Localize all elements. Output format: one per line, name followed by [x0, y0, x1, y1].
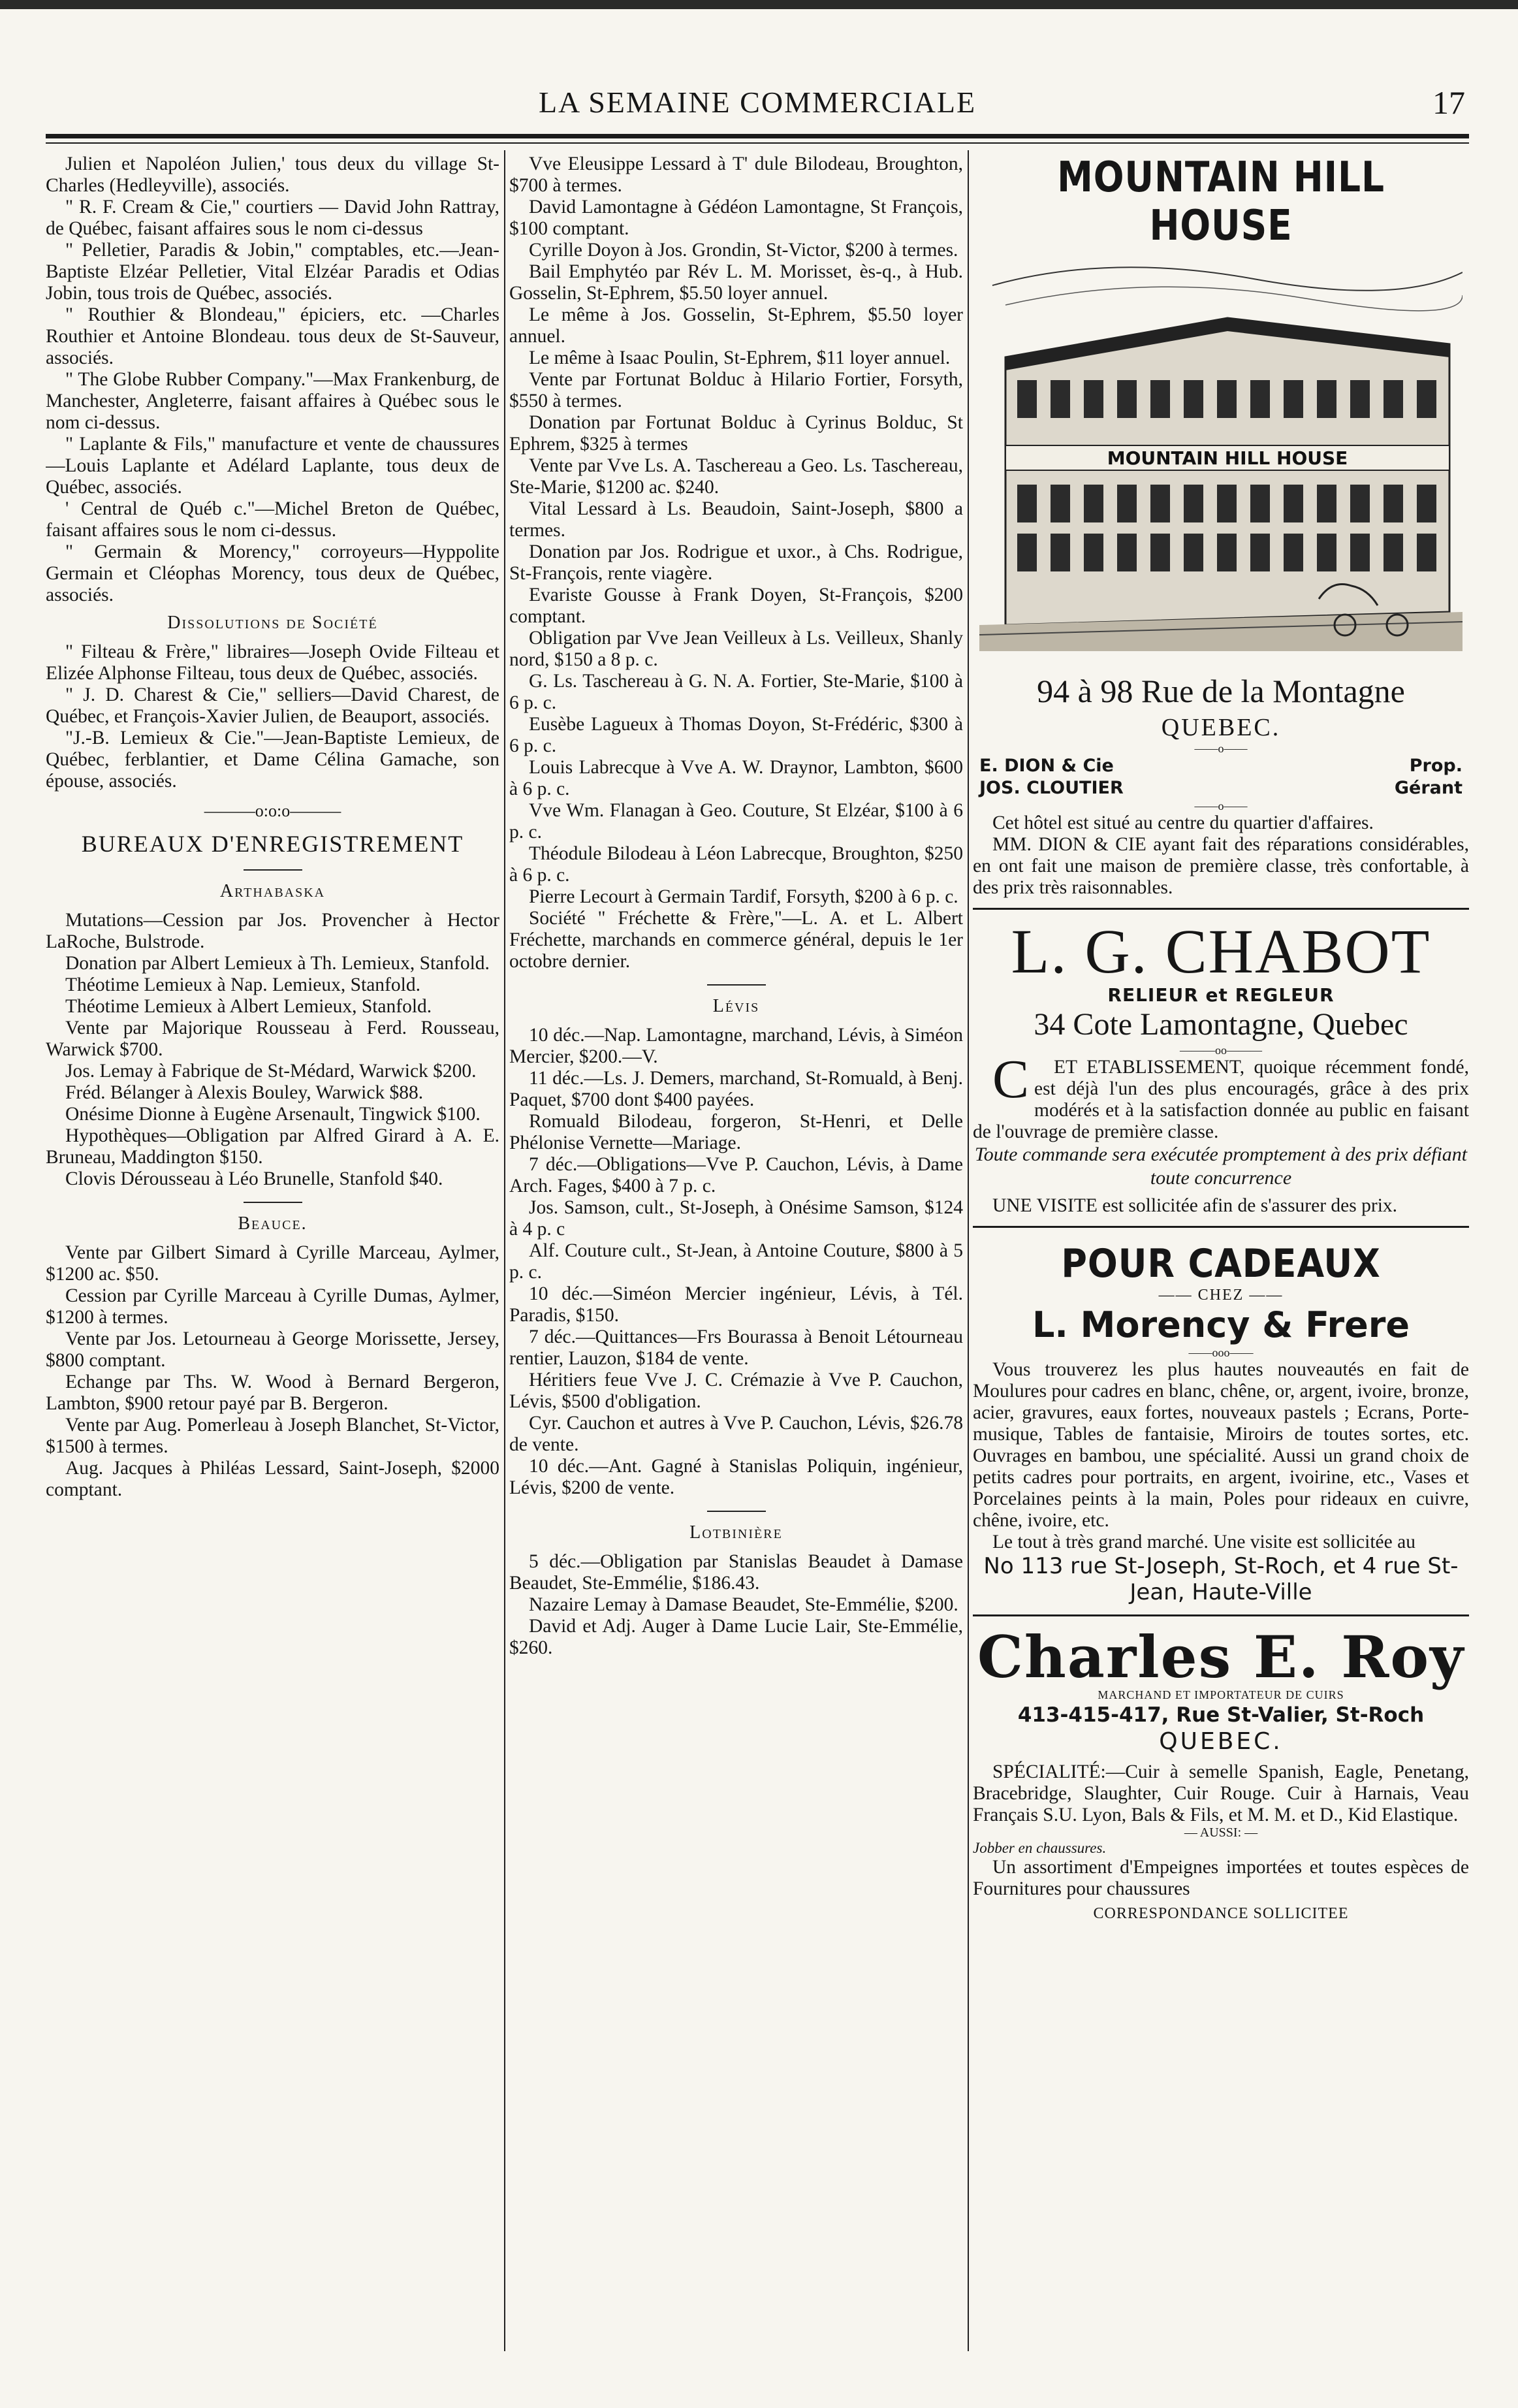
ornament: ———oo———: [1180, 1044, 1262, 1057]
entry: Théotime Lemieux à Albert Lemieux, Stanfold.: [65, 996, 432, 1017]
short-rule: [244, 869, 302, 871]
entry: " Filteau & Frère," libraires—Joseph Ovide Filteau et Elizée Alphonse Filteau, tous deux de Québec, associés.: [46, 641, 499, 684]
entry: Donation par Fortunat Bolduc à Cyrinus Bolduc, St Ephrem, $325 à termes: [509, 412, 963, 455]
entry: " Germain & Morency," corroyeurs—Hyppolite Germain et Cléophas Morency, tous deux de Québec, associés.: [46, 541, 499, 605]
entry: Vital Lessard à Ls. Beaudoin, Saint-Joseph, $800 a termes.: [509, 498, 963, 541]
entry: " Routhier & Blondeau," épiciers, etc. —Charles Routhier et Antoine Blondeau. tous deux de St-Sauveur, associés.: [46, 304, 499, 368]
entry: Cyr. Cauchon et autres à Vve P. Cauchon, Lévis, $26.78 de vente.: [509, 1413, 963, 1455]
ad-rule: [973, 1226, 1469, 1228]
dissolutions-heading: Dissolutions de Société: [167, 613, 378, 633]
lotbiniere-heading: Lotbinière: [689, 1522, 783, 1543]
entry: Cession par Cyrille Marceau à Cyrille Dumas, Aylmer, $1200 à termes.: [46, 1285, 499, 1328]
entry: 10 déc.—Ant. Gagné à Stanislas Poliquin, ingénieur, Lévis, $200 de vente.: [509, 1456, 963, 1498]
entry: Louis Labrecque à Vve A. W. Draynor, Lambton, $600 à 6 p. c.: [509, 757, 963, 799]
page-title: LA SEMAINE COMMERCIALE: [538, 86, 977, 119]
chabot-name: L. G. CHABOT: [1011, 916, 1431, 986]
entry: Le même à Jos. Gosselin, St-Ephrem, $5.50 loyer annuel.: [509, 304, 963, 347]
ad-mountain-hill-house: [973, 153, 1469, 899]
beauce-list-continued: [509, 153, 963, 972]
entry: Jos. Lemay à Fabrique de St-Médard, Warwick $200.: [65, 1061, 477, 1082]
hotel-sign: MOUNTAIN HILL HOUSE: [1107, 447, 1348, 469]
entry: Vente par Fortunat Bolduc à Hilario Fortier, Forsyth, $550 à termes.: [509, 369, 963, 411]
header-rule: [46, 134, 1469, 138]
entry: Alf. Couture cult., St-Jean, à Antoine Couture, $800 à 5 p. c.: [509, 1240, 963, 1283]
ad-rule: [973, 908, 1469, 910]
ad-morency: [973, 1241, 1469, 1605]
column-1: [46, 153, 499, 2348]
separator: ———o:o:o———: [204, 801, 341, 820]
ad-title: MOUNTAIN HILL HOUSE: [1057, 153, 1385, 250]
scan-top-edge: [0, 0, 1518, 9]
manager-name: JOS. CLOUTIER: [979, 778, 1124, 798]
entry: 10 déc.—Siméon Mercier ingénieur, Lévis, à Tél. Paradis, $150.: [509, 1283, 963, 1326]
roy-name: Charles E. Roy: [977, 1623, 1465, 1691]
entry: Héritiers feue Vve J. C. Crémazie à Vve P. Cauchon, Lévis, $500 d'obligation.: [509, 1370, 963, 1412]
entry: Mutations—Cession par Jos. Provencher à Hector LaRoche, Bulstrode.: [46, 910, 499, 952]
entry: Jos. Samson, cult., St-Joseph, à Onésime Samson, $124 à 4 p. c: [509, 1197, 963, 1240]
morency-description: Vous trouverez les plus hautes nouveautés en fait de Moulures pour cadres en blanc, chêne, or, argent, ivoire, bronze, acier, gravures, eaux fortes, nouveaux pastels ; Ecrans, Porte-musique, Tables de fantaisie, Miroirs de toutes sortes, etc. Ouvrages en bambou, une spécialité. Aussi un grand choix de petits cadres pour portraits, en argent, ivoirine, etc., Vases et Porcelaines peints à la main, Poles pour rideaux en cuivre, chêne, ivoire, etc.: [973, 1359, 1469, 1531]
entry: "J.-B. Lemieux & Cie."—Jean-Baptiste Lemieux, de Québec, ferblantier, et Dame Célina Gamache, son épouse, associés.: [46, 728, 499, 792]
morency-name: L. Morency & Frere: [1032, 1304, 1410, 1345]
entry: Vente par Jos. Letourneau à George Morissette, Jersey, $800 comptant.: [46, 1328, 499, 1371]
roy-correspondance: CORRESPONDANCE SOLLICITEE: [1093, 1905, 1349, 1922]
morency-description-2: Le tout à très grand marché. Une visite est sollicitée au: [992, 1532, 1415, 1552]
short-rule: [244, 1202, 302, 1203]
beauce-list: [46, 1242, 499, 1501]
entry: " Pelletier, Paradis & Jobin," comptables, etc.—Jean-Baptiste Elzéar Pelletier, Vital Elzéar Paradis et Odias Jobin, tous trois de Québec, associés.: [46, 240, 499, 304]
roy-specialty: SPÉCIALITÉ:—Cuir à semelle Spanish, Eagle, Penetang, Bracebridge, Slaughter, Cuir Rouge. Cuir à Harnais, Veau Français S.U. Lyon, Bals & Fils, et M. M. et D., Kid Elastique.: [973, 1761, 1469, 1825]
hotel-city: QUEBEC.: [1161, 714, 1281, 741]
dissolutions-list: [46, 641, 499, 792]
hotel-address: 94 à 98 Rue de la Montagne: [1037, 673, 1405, 709]
proprietor-name: E. DION & Cie: [979, 756, 1114, 776]
entry: Vente par Aug. Pomerleau à Joseph Blanchet, St-Victor, $1500 à termes.: [46, 1415, 499, 1457]
proprietor-role: Prop.: [1409, 756, 1463, 776]
entry: 7 déc.—Obligations—Vve P. Cauchon, Lévis, à Dame Arch. Fages, $400 à 7 p. c.: [509, 1154, 963, 1196]
entry: Nazaire Lemay à Damase Beaudet, Ste-Emmélie, $200.: [529, 1594, 958, 1615]
page-number: 17: [1432, 84, 1465, 121]
arthabaska-list: [46, 910, 499, 1190]
entry: " Laplante & Fils," manufacture et vente de chaussures—Louis Laplante et Adélard Laplante, tous deux de Québec, associés.: [46, 434, 499, 498]
entry: Hypothèques—Obligation par Alfred Girard à A. E. Bruneau, Maddington $150.: [46, 1125, 499, 1168]
entry: Bail Emphytéo par Rév L. M. Morisset, ès-q., à Hub. Gosselin, St-Ephrem, $5.50 loyer annuel.: [509, 261, 963, 304]
hotel-engraving-illustration: [979, 259, 1463, 651]
entry: Romuald Bilodeau, forgeron, St-Henri, et Delle Phélonise Vernette—Mariage.: [509, 1111, 963, 1153]
chabot-visit: UNE VISITE est sollicitée afin de s'assurer des prix.: [992, 1195, 1398, 1216]
entry: Donation par Jos. Rodrigue et uxor., à Chs. Rodrigue, St-François, rente viagère.: [509, 541, 963, 584]
beauce-heading: Beauce.: [238, 1213, 308, 1234]
column-divider: [968, 150, 969, 2351]
proprietor-line: [973, 755, 1469, 777]
morency-address: No 113 rue St-Joseph, St-Roch, et 4 rue St-Jean, Haute-Ville: [983, 1553, 1459, 1605]
short-rule: [707, 1511, 766, 1512]
entry: Société " Fréchette & Frère,"—L. A. et L. Albert Fréchette, marchands en commerce général, depuis le 1er octobre dernier.: [509, 908, 963, 972]
ornament: ——o——: [1194, 799, 1248, 812]
entry: David et Adj. Auger à Dame Lucie Lair, Ste-Emmélie, $260.: [509, 1616, 963, 1658]
cadeaux-title: POUR CADEAUX: [1061, 1241, 1381, 1287]
manager-line: [973, 777, 1469, 799]
hotel-description-2: MM. DION & CIE ayant fait des réparations considérables, en ont fait une maison de première classe, très confortable, à des prix très raisonnables.: [973, 834, 1469, 898]
entry: 10 déc.—Nap. Lamontagne, marchand, Lévis, à Siméon Mercier, $200.—V.: [509, 1025, 963, 1067]
roy-address: 413-415-417, Rue St-Valier, St-Roch: [1017, 1703, 1425, 1727]
entry: Eusèbe Lagueux à Thomas Doyon, St-Frédéric, $300 à 6 p. c.: [509, 714, 963, 756]
short-rule: [707, 984, 766, 986]
levis-list: [509, 1025, 963, 1499]
entry: 5 déc.—Obligation par Stanislas Beaudet à Damase Beaudet, Ste-Emmélie, $186.43.: [509, 1551, 963, 1594]
ad-chabot: [973, 916, 1469, 1217]
entry: Cyrille Doyon à Jos. Grondin, St-Victor, $200 à termes.: [529, 240, 958, 261]
chabot-description: C ET ETABLISSEMENT, quoique récemment fondé, est déjà l'un des plus encouragés, grâce à des prix modérés et à la satisfaction donnée au public en faisant de l'ouvrage de première classe.: [973, 1049, 1469, 1142]
entry: Evariste Gousse à Frank Doyen, St-François, $200 comptant.: [509, 585, 963, 627]
cadeaux-chez: —— CHEZ ——: [1158, 1287, 1284, 1304]
entry: Vente par Majorique Rousseau à Ferd. Rousseau, Warwick $700.: [46, 1018, 499, 1060]
entry: Théotime Lemieux à Nap. Lemieux, Stanfold.: [65, 974, 420, 995]
entry: Pierre Lecourt à Germain Tardif, Forsyth, $200 à 6 p. c.: [529, 886, 958, 907]
entry: David Lamontagne à Gédéon Lamontagne, St François, $100 comptant.: [509, 197, 963, 239]
entry: Clovis Dérousseau à Léo Brunelle, Stanfold $40.: [65, 1168, 443, 1189]
chabot-trade: RELIEUR et REGLEUR: [1107, 984, 1335, 1006]
levis-heading: Lévis: [712, 996, 760, 1016]
ad-charles-roy: [973, 1623, 1469, 1923]
entry: Vente par Gilbert Simard à Cyrille Marceau, Aylmer, $1200 ac. $50.: [46, 1242, 499, 1285]
entry: Julien et Napoléon Julien,' tous deux du village St-Charles (Hedleyville), associés.: [46, 153, 499, 196]
ornament: ——ooo——: [1188, 1346, 1254, 1359]
entry: Obligation par Vve Jean Veilleux à Ls. Veilleux, Shanly nord, $150 a 8 p. c.: [509, 628, 963, 670]
arthabaska-heading: Arthabaska: [219, 881, 326, 901]
page-header: [46, 78, 1469, 137]
entry: Fréd. Bélanger à Alexis Bouley, Warwick $88.: [65, 1082, 424, 1103]
roy-jobber: Jobber en chaussures.: [973, 1840, 1107, 1856]
lotbiniere-list: [509, 1551, 963, 1659]
manager-role: Gérant: [1394, 778, 1463, 798]
entry: " R. F. Cream & Cie," courtiers — David John Rattray, de Québec, faisant affaires sous le nom ci-dessus: [46, 197, 499, 239]
header-rule-thin: [46, 142, 1469, 144]
hotel-description: Cet hôtel est situé au centre du quartier d'affaires.: [992, 812, 1374, 833]
entry: " J. D. Charest & Cie," selliers—David Charest, de Québec, et François-Xavier Julien, de Beauport, associés.: [46, 684, 499, 727]
entry: G. Ls. Taschereau à G. N. A. Fortier, Ste-Marie, $100 à 6 p. c.: [509, 671, 963, 713]
entry: Vve Wm. Flanagan à Geo. Couture, St Elzéar, $100 à 6 p. c.: [509, 800, 963, 843]
entry: Echange par Ths. W. Wood à Bernard Bergeron, Lambton, $900 retour payé par B. Bergeron.: [46, 1372, 499, 1414]
column-3-advertisements: [973, 153, 1469, 2348]
chabot-tagline: Toute commande sera exécutée promptement à des prix défiant toute concurrence: [974, 1144, 1468, 1189]
chabot-address: 34 Cote Lamontagne, Quebec: [1034, 1007, 1408, 1042]
entry: 11 déc.—Ls. J. Demers, marchand, St-Romuald, à Benj. Paquet, $700 dont $400 payées.: [509, 1068, 963, 1110]
ad-rule: [973, 1614, 1469, 1616]
roy-trade: MARCHAND ET IMPORTATEUR DE CUIRS: [1098, 1688, 1344, 1701]
entry: Aug. Jacques à Philéas Lessard, Saint-Joseph, $2000 comptant.: [46, 1458, 499, 1500]
ornament: ——o——: [1194, 742, 1248, 755]
entry: Vve Eleusippe Lessard à T' dule Bilodeau, Broughton, $700 à termes.: [509, 153, 963, 196]
roy-aussi: — AUSSI: —: [1184, 1825, 1258, 1840]
registrations-list: [46, 153, 499, 606]
entry: Donation par Albert Lemieux à Th. Lemieux, Stanfold.: [65, 953, 490, 974]
drop-cap: C: [992, 1049, 1030, 1110]
entry: Onésime Dionne à Eugène Arsenault, Tingwick $100.: [65, 1104, 481, 1125]
bureaux-heading: BUREAUX D'ENREGISTREMENT: [81, 831, 464, 857]
roy-city: QUEBEC.: [1159, 1728, 1283, 1755]
entry: Le même à Isaac Poulin, St-Ephrem, $11 loyer annuel.: [529, 347, 951, 368]
column-2: [509, 153, 963, 2348]
entry: " The Globe Rubber Company."—Max Frankenburg, de Manchester, Angleterre, faisant affaires à Québec sous le nom ci-dessus.: [46, 369, 499, 433]
entry: Théodule Bilodeau à Léon Labrecque, Broughton, $250 à 6 p. c.: [509, 843, 963, 886]
entry: 7 déc.—Quittances—Frs Bourassa à Benoit Létourneau rentier, Lauzon, $184 de vente.: [509, 1326, 963, 1369]
roy-assortment: Un assortiment d'Empeignes importées et toutes espèces de Fournitures pour chaussures: [973, 1857, 1469, 1899]
column-divider: [504, 150, 505, 2351]
entry: Vente par Vve Ls. A. Taschereau a Geo. Ls. Taschereau, Ste-Marie, $1200 ac. $240.: [509, 455, 963, 498]
entry: ' Central de Québ c."—Michel Breton de Québec, faisant affaires sous le nom ci-dessus.: [46, 498, 499, 541]
